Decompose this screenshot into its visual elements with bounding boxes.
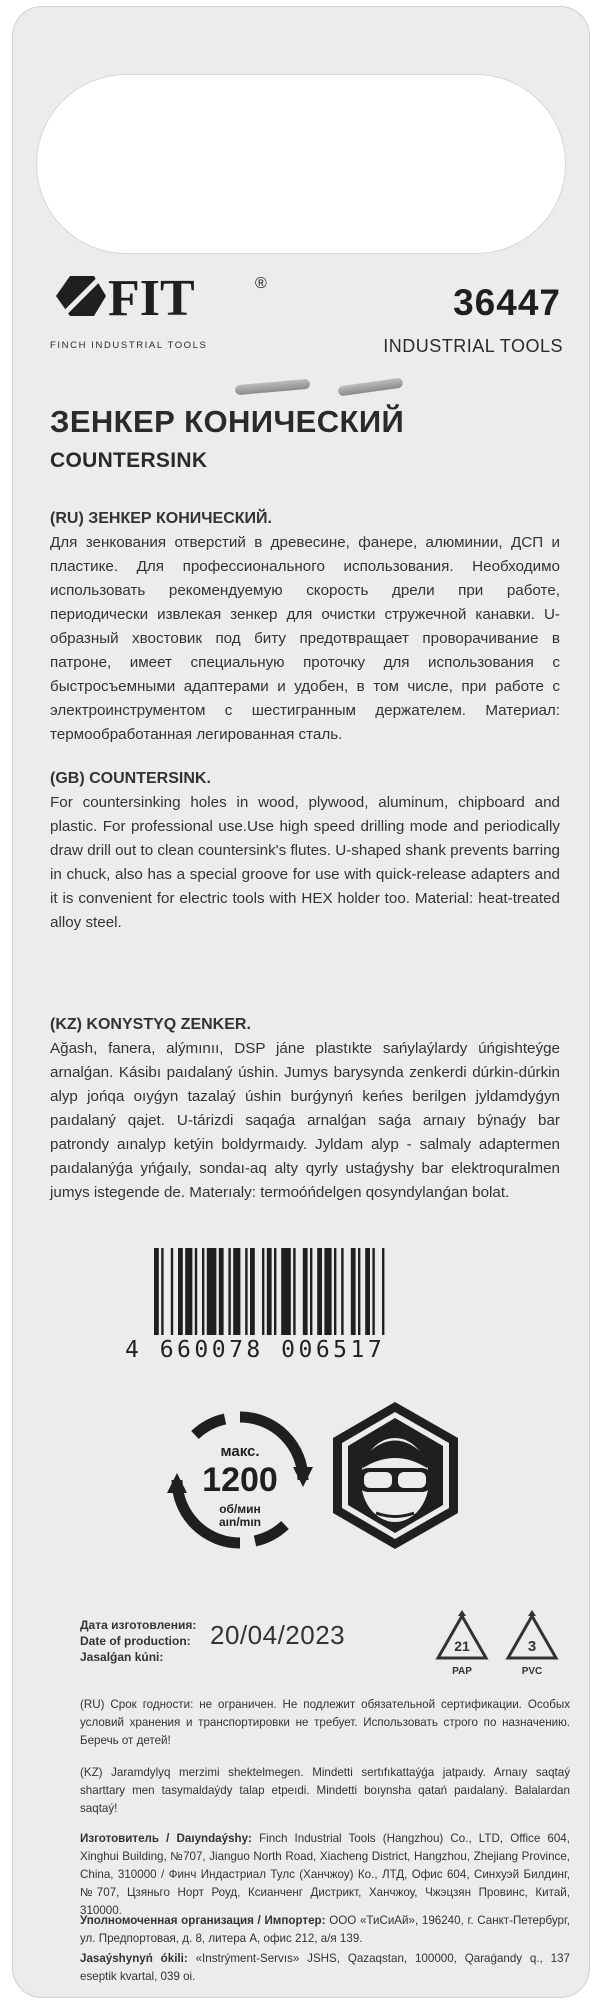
speed-unit-ru: об/мин [219,1502,261,1516]
kz-representative-label: Jasaýshynyń ókili: [80,1952,188,1965]
section-gb [50,770,560,935]
production-date-label-ru: Дата изготовления: [80,1618,197,1632]
fine-print-kz: (KZ) Jaramdylyq merzimi shektelmegen. Mindetti sertıfıkattaýǵa jatpaıdy. Arnaıy saqtaý sharttary men tasymaldaýdy talap etpeıdi. Mindetti boıynsha qatań paıdalaný. Balalardan saqtaý! [80,1766,570,1815]
industrial-tools-label: INDUSTRIAL TOOLS [383,336,563,356]
section-kz-text: Ağash, fanera, alýmınıı, DSP jáne plastıkte sańylaýlardy úńgishteýge arnalǵan. Kásibı paıdalaný úshin. Jumys barysynda zenkerdi dúrkin-dúrkin alyp jońqa oıyǵyn tazalaý úshin burǵynyń keńes berilgen jyldamdyǵyn paıdalaný qajet. U-tárizdi saqaǵa arnalǵan saǵa arnaıy býnaǵy bar patrondy aınalyp ketýin boldyrmaıdy. Jyldam alyp - salmaly adaptermen paıdalanýǵa yńǵaıly, sondaı-aq alty qyrly ustaǵyshy bar elektroquralmen jumys istegende de. Materıaly: termoóńdelgen qosyndylanǵan bolat. [50,1040,560,1201]
logo-tagline: FINCH INDUSTRIAL TOOLS [50,340,208,351]
recycle-label-pap: PAP [452,1666,472,1677]
section-ru-heading: (RU) ЗЕНКЕР КОНИЧЕСКИЙ. [50,510,272,527]
product-title-ru: ЗЕНКЕР КОНИЧЕСКИЙ [50,404,405,439]
section-gb-heading: (GB) COUNTERSINK. [50,770,211,787]
manufacturer-block [80,1830,570,1920]
barcode-number: 4 660078 006517 [125,1335,470,1365]
production-date-label-en: Date of production: [80,1634,191,1648]
importer-block [80,1912,570,1948]
speed-label: макс. [220,1443,260,1460]
importer-label: Уполномоченная организация / Импортер: [80,1914,326,1927]
product-title-en: COUNTERSINK [50,449,208,472]
production-date-label-kz: Jasalǵan kúni: [80,1650,164,1664]
fine-print-ru: (RU) Срок годности: не ограничен. Не подлежит обязательной сертификации. Особых условий хранения и транспортировки не требует. Использовать строго по назначению. Беречь от детей! [80,1698,570,1747]
max-speed-badge [165,1405,315,1555]
recycle-code-pvc: 3 [527,1638,537,1655]
logo-word: FIT [108,270,195,327]
kz-representative-block [80,1950,570,1986]
speed-unit-kz: aın/mın [218,1515,261,1529]
registered-mark: ® [255,275,267,292]
production-date-labels [80,1617,196,1665]
importer-text: ООО «ТиСиАй», 196240, г. Санкт-Петербург, ул. Предпортовая, д. 8, литера А, офис 212, а/я 139. [80,1914,570,1945]
article-number: 36447 [453,282,561,323]
production-date: 20/04/2023 [210,1620,346,1650]
fit-hex-mark [56,276,106,316]
recycle-pvc-icon [502,1610,562,1680]
section-gb-text: For countersinking holes in wood, plywood, aluminum, chipboard and plastic. For professional use.Use high speed drilling mode and periodically draw drill out to clean countersink's flutes. U-shaped shank prevents barring in chuck, also has a special groove for use with quick-release adapters and it is convenient for electric tools with HEX holder too. Material: heat-treated alloy steel. [50,794,560,931]
manufacturer-text: Finch Industrial Tools (Hangzhou) Co., LTD, Office 604, Xinghui Building, №707, Jianguo North Road, Xiacheng District, Hangzhou, Zhejiang Province, China, 310000 / Финч Индастриал Тулс (Ханчжоу) Ко., ЛТД, Офис 604, Синхуэй Билдинг, №707, Цзяньго Норт Роуд, Ксианченг Дистрикт, Ханчжоу, Чжэцзян Провинс, Китай, 310000. [80,1832,570,1917]
section-kz-heading: (KZ) KONYSTYQ ZENKER. [50,1016,251,1033]
speed-value: 1200 [202,1461,278,1499]
section-ru-text: Для зенкования отверстий в древесине, фанере, алюминии, ДСП и пластике. Для профессионального использования. Необходимо использовать рекомендуемую скорость дрели при работе, периодически извлекая зенкер для очистки стружечной канавки. U-образный хвостовик под биту предотвращает проворачивание в патроне, имеет специальную проточку для использования с быстросъемными адаптерами и удобен, в том числе, при работе с электроинструментом с шестигранным держателем. Материал: термообработанная легированная сталь. [50,534,560,743]
recycle-label-pvc: PVC [521,1666,543,1677]
recycle-code-pap: 21 [454,1638,470,1654]
section-kz [50,1016,560,1205]
kz-representative-text: «Instrýment-Servıs» JSHS, Qazaqstan, 100000, Qaraǵandy q., 137 eseptik kvartal, 039 oi. [80,1952,570,1983]
section-ru [50,510,560,747]
hang-hole [36,74,566,254]
recycle-pap-icon [432,1610,492,1680]
manufacturer-label: Изготовитель / Daıyndaýshy: [80,1832,252,1845]
safety-goggles-icon [328,1398,463,1553]
